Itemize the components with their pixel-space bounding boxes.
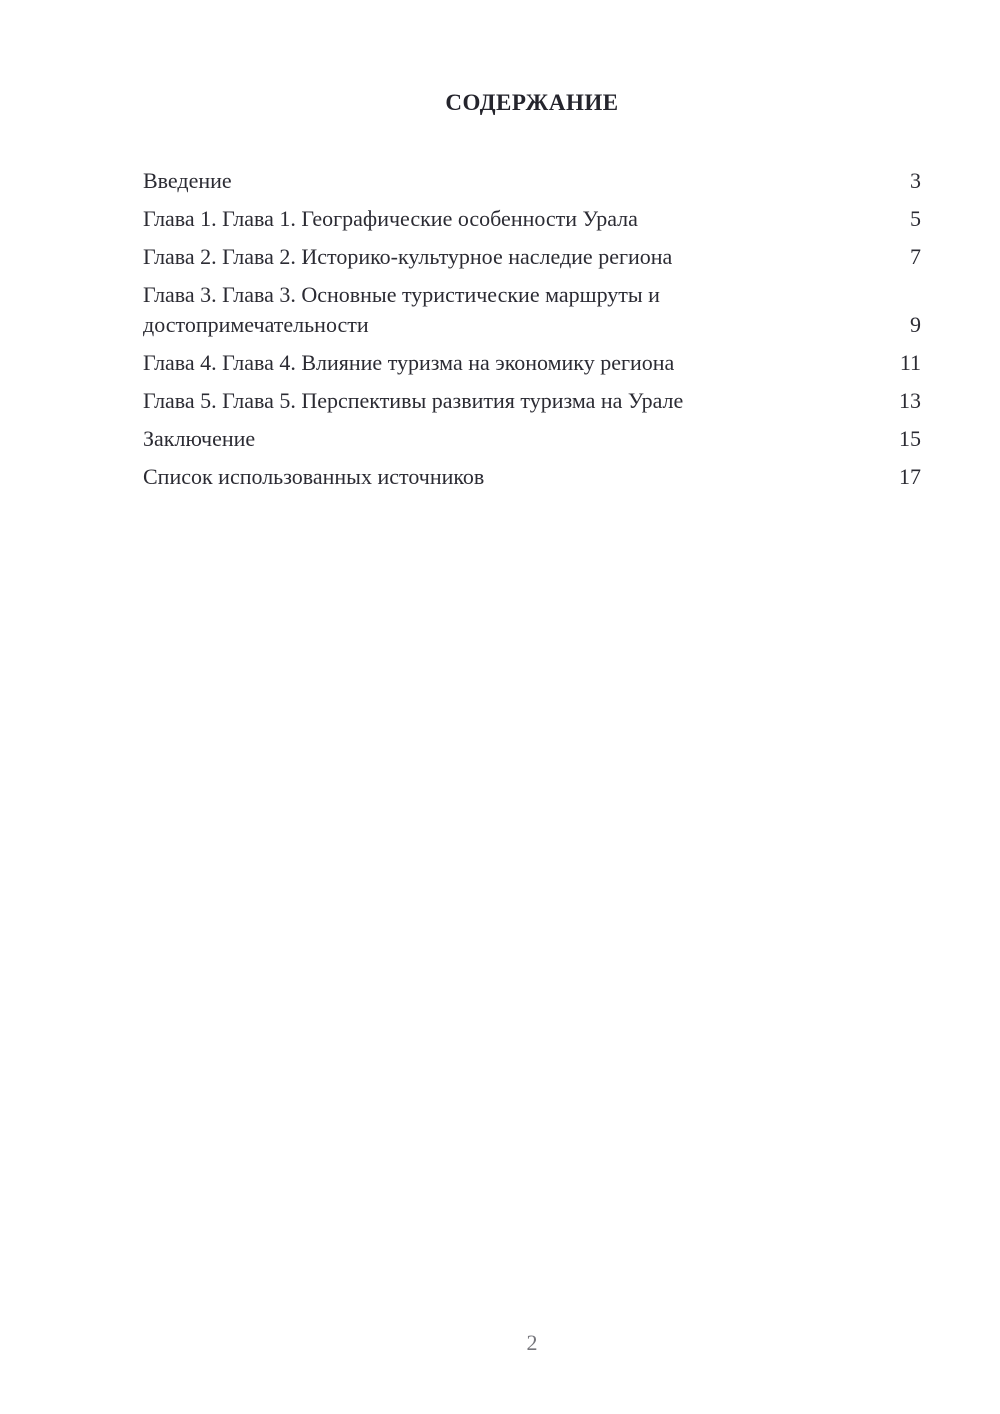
table-of-contents	[143, 166, 921, 492]
toc-row-chapter-4	[143, 348, 921, 378]
toc-entry-page-number: 15	[899, 426, 921, 451]
toc-entry-label: Глава 3. Глава 3. Основные туристические маршруты и достопримечательности	[143, 282, 660, 337]
toc-row-chapter-3	[143, 280, 921, 340]
toc-entry-label: Глава 4. Глава 4. Влияние туризма на экономику региона	[143, 350, 675, 375]
toc-entry-label: Глава 2. Глава 2. Историко-культурное наследие региона	[143, 244, 673, 269]
page-content	[143, 90, 921, 500]
toc-entry-page-number: 17	[899, 464, 921, 489]
toc-entry-page-number: 11	[899, 350, 921, 375]
toc-entry-label: Заключение	[143, 426, 256, 451]
toc-row-chapter-1	[143, 204, 921, 234]
toc-entry-label: Введение	[143, 168, 232, 193]
toc-row-conclusion	[143, 424, 921, 454]
toc-entry-label: Глава 1. Глава 1. Географические особенности Урала	[143, 206, 638, 231]
toc-entry-page-number: 3	[910, 168, 921, 193]
toc-row-chapter-2	[143, 242, 921, 272]
toc-row-references	[143, 462, 921, 492]
toc-entry-label: Список использованных источников	[143, 464, 485, 489]
toc-entry-page-number: 5	[910, 206, 921, 231]
toc-row-chapter-5	[143, 386, 921, 416]
toc-entry-page-number: 13	[899, 388, 921, 413]
toc-entry-page-number: 7	[910, 244, 921, 269]
toc-entry-page-number: 9	[910, 312, 921, 337]
toc-entry-label: Глава 5. Глава 5. Перспективы развития туризма на Урале	[143, 388, 684, 413]
toc-row-introduction	[143, 166, 921, 196]
footer-page-number: 2	[526, 1330, 538, 1355]
page-title: СОДЕРЖАНИЕ	[445, 90, 619, 115]
